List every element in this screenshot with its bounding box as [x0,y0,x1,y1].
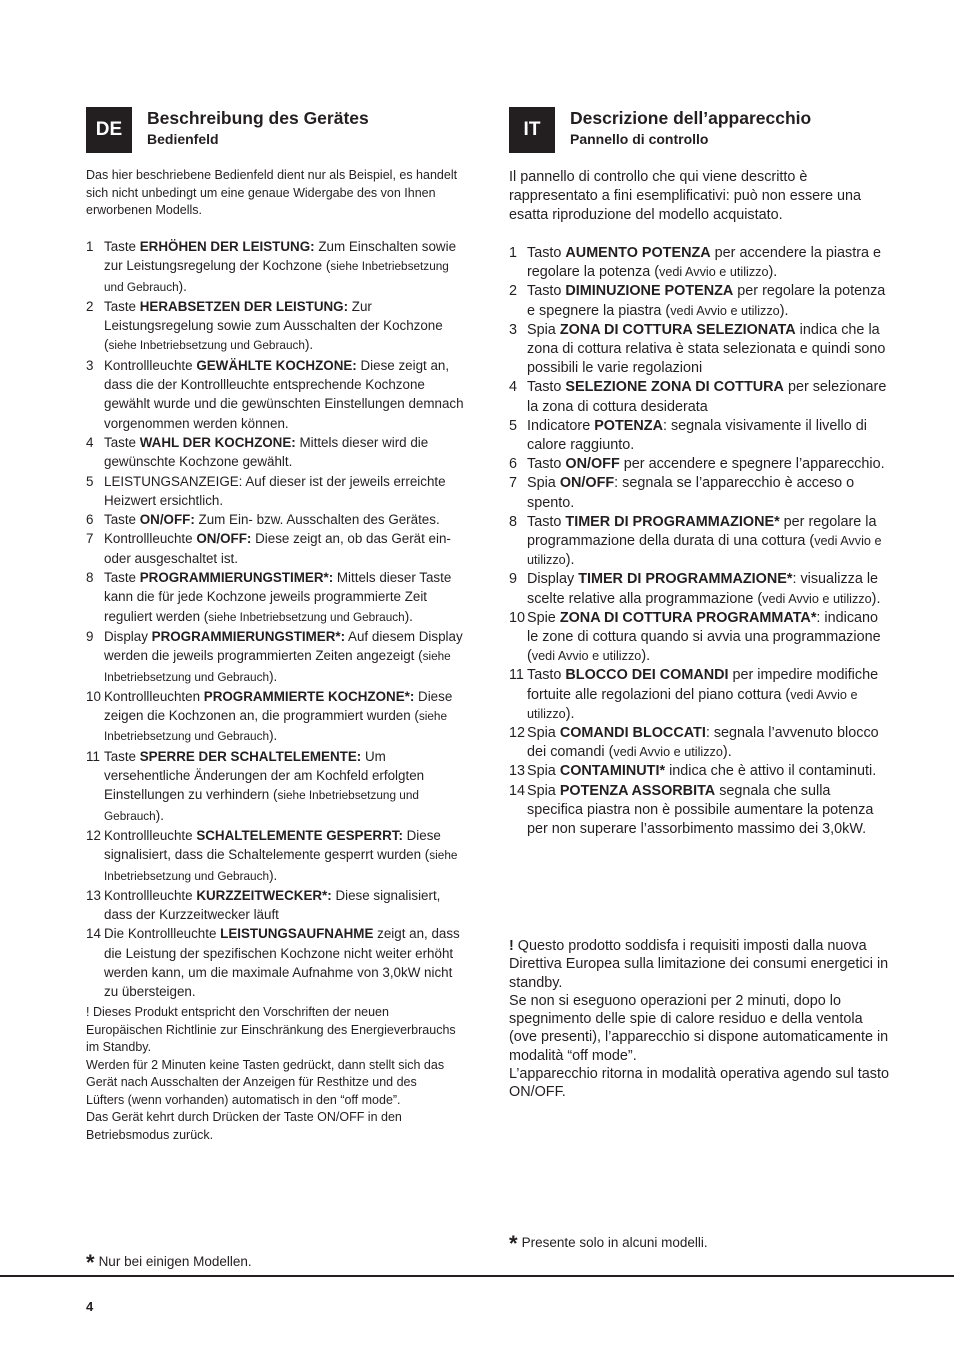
list-item [86,297,464,356]
item-suffix: ). [779,302,789,319]
item-text: Zur Leistungsregelung sowie zum Ausschalten der Kochzone ( [104,298,443,353]
item-keyword: ON/OFF [559,475,615,492]
item-prefix: Tasto [527,667,562,684]
item-text: : indicano le zone di cottura quando si avvia una programmazione ( [527,609,881,665]
item-prefix: Display [104,628,148,644]
item-number: 7 [509,475,518,492]
footnote-de [86,1246,252,1275]
standby-note-it [509,937,889,1102]
item-number: 1 [86,239,94,254]
item-suffix: ). [871,590,881,607]
item-suffix: ). [269,867,278,883]
item-number: 14 [86,926,101,942]
note-text: Werden für 2 Minuten keine Tasten gedrückt, dann stellt sich das Gerät nach Ausschalten der Anzeigen für Resthitze und des Lüfters (wenn vorhanden) automatisch in den “off mode”. [86,1057,445,1107]
item-reference: vedi Avvio e utilizzo [670,303,780,318]
item-text: segnala che sulla specifica piastra non è possibile aumentare la potenza per non superare l’assorbimento massimo dei 3,0kW. [527,782,874,838]
list-item [86,433,464,472]
item-keyword: ZONA DI COTTURA PROGRAMMATA* [559,609,817,626]
item-keyword: CONTAMINUTI* [559,763,666,780]
item-text: per impedire modifiche fortuite alle regolazioni del piano cottura ( [527,667,879,703]
item-number: 1 [509,245,518,261]
item-prefix: Taste [104,570,137,586]
list-item [509,244,889,282]
item-text: : segnala l’avvenuto blocco dei comandi ( [527,725,879,761]
list-item [86,472,464,511]
list-item [86,356,464,433]
item-prefix: Indicatore [527,417,591,434]
language-badge-it: IT [509,107,555,153]
item-number: 4 [86,434,94,450]
section-title-de: Beschreibung des Gerätes [147,108,369,128]
item-number: 8 [509,513,518,530]
list-item [509,609,889,667]
item-reference: siehe Inbetriebsetzung und Gebrauch [104,260,449,294]
item-text: indica che la zona di cottura relativa è stata selezionata e quindi sono possibili le varie regolazioni [527,321,886,377]
list-item [509,321,889,379]
item-text: per accendere e spegnere l’apparecchio. [623,456,885,473]
footnote-text-de: Nur bei einigen Modellen. [98,1254,252,1269]
item-reference: siehe Inbetriebsetzung und Gebrauch [208,610,405,624]
item-text: per regolare la programmazione della durata di una cottura ( [527,513,877,550]
item-number: 13 [509,763,526,780]
item-text: : segnala visivamente il livello di calore raggiunto. [527,417,867,454]
item-prefix: Taste [104,239,137,254]
item-text: : visualizza le scelte relative alla programmazione ( [527,571,879,607]
item-prefix: Kontrollleuchte [104,887,193,903]
item-keyword: COMANDI BLOCCATI [559,725,706,742]
section-title-it: Descrizione dell’apparecchio [570,108,812,128]
item-text: per selezionare la zona di cottura desiderata [527,379,887,415]
intro-text-de: Das hier beschriebene Bedienfeld dient nur als Beispiel, es handelt sich nicht unbedingt um eine genaue Widergabe des von Ihnen erworbenen Modells. [86,168,458,217]
item-text: zeigt an, dass die Leistung der spezifischen Kochzone nicht weiter erhöht werden kann, um die maximale Aufnahme von 3,0kW nicht zu übersteigen. [104,926,460,1000]
page-number: 4 [86,1299,94,1314]
item-text: per regolare la potenza e spegnere la piastra ( [527,283,886,319]
item-suffix: ). [768,264,778,281]
item-prefix: Kontrollleuchte [104,827,193,843]
item-text: Auf diesem Display werden die jeweils programmierten Zeiten angezeigt ( [104,628,463,664]
item-number: 12 [509,725,526,742]
list-item [86,237,464,297]
item-keyword: KURZZEITWECKER*: [196,887,332,903]
item-number: 6 [509,456,518,473]
item-number: 7 [86,531,94,547]
item-suffix: ). [641,648,651,665]
item-prefix: Spia [527,321,556,338]
item-text: Diese zeigen die Kochzonen an, die programmiert wurden ( [104,688,453,724]
item-prefix: Spia [527,763,556,780]
item-reference: vedi Avvio e utilizzo [527,687,858,721]
note-text: Se non si eseguono operazioni per 2 minuti, dopo lo spegnimento delle spie di calore residuo e della ventola (ove presenti), l’apparecchio si dispone automaticamente in modalità “off mode”. [509,992,889,1064]
list-item [86,529,464,568]
item-text: Zum Ein- bzw. Ausschalten des Gerätes. [198,512,440,528]
item-number: 14 [509,782,526,799]
item-text: Um versehentliche Änderungen der am Kochfeld erfolgten Einstellungen zu verhindern ( [104,748,425,803]
list-item [509,570,889,608]
item-prefix: Tasto [527,513,562,530]
list-item [86,924,464,1001]
list-item [509,762,889,781]
item-prefix: Tasto [527,456,562,473]
note-paragraph [509,1065,889,1102]
footnote-text-it: Presente solo in alcuni modelli. [521,1235,708,1250]
item-prefix: Spia [527,782,556,799]
list-item [86,510,464,529]
control-list-de [86,237,464,1002]
item-number: 9 [509,571,518,588]
item-number: 4 [509,379,518,396]
item-prefix: Display [527,571,575,588]
item-number: 12 [86,827,101,843]
item-reference: siehe Inbetriebsetzung und Gebrauch [104,849,458,883]
item-text: per accendere la piastra e regolare la potenza ( [527,245,882,281]
item-number: 10 [509,609,526,626]
list-item [86,747,464,826]
item-suffix: ). [722,744,732,761]
note-text: ! Dieses Produkt entspricht den Vorschriften der neuen Europäischen Richtlinie zur Einschränkung des Energieverbrauchs im Standby. [86,1005,456,1054]
control-list-it [509,244,889,839]
item-reference: vedi Avvio e utilizzo [762,591,872,606]
item-suffix: ). [155,807,164,823]
item-text: : segnala se l’apparecchio è acceso o spento. [527,475,855,511]
item-prefix: LEISTUNGSANZEIGE: Auf dieser ist der jeweils erreichte Heizwert ersichtlich. [104,473,446,508]
item-prefix: Taste [104,512,137,528]
list-item [86,826,464,886]
list-item [86,627,464,687]
item-prefix: Tasto [527,283,562,300]
item-text: indica che è attivo il contaminuti. [669,763,877,780]
item-number: 9 [86,628,94,644]
item-reference: vedi Avvio e utilizzo [613,745,723,760]
item-keyword: ON/OFF: [139,512,195,528]
standby-note-de [86,1004,458,1144]
list-item [509,455,889,474]
item-number: 3 [509,321,518,338]
item-suffix: ). [404,608,413,624]
item-prefix: Spia [527,475,556,492]
note-text: Questo prodotto soddisfa i requisiti imposti dalla nuova Direttiva Europea sulla limitazione dei consumi energetici in standby. [509,938,889,991]
item-suffix: ). [565,705,575,722]
item-keyword: TIMER DI PROGRAMMAZIONE* [565,513,780,530]
list-item [509,513,889,571]
list-item [86,568,464,627]
item-suffix: ). [269,728,278,744]
item-keyword: AUMENTO POTENZA [565,245,711,261]
item-keyword: ZONA DI COTTURA SELEZIONATA [559,321,796,338]
item-number: 11 [509,667,524,684]
item-suffix: ). [304,337,314,353]
item-number: 3 [86,357,94,373]
intro-text-it: Il pannello di controllo che qui viene descritto è rappresentato a fini esemplificativi: può non essere una esatta riproduzione del modello acquistato. [509,169,861,223]
item-text: Mittels dieser Taste kann die für jede Kochzone jeweils programmierte Zeit reguliert werden ( [104,570,452,624]
item-keyword: WAHL DER KOCHZONE: [139,434,296,450]
item-text: Diese signalisiert, dass die Schaltelemente gesperrt wurden ( [104,827,441,863]
item-suffix: ). [269,668,278,684]
note-paragraph [86,1109,458,1144]
item-keyword: TIMER DI PROGRAMMAZIONE* [578,571,793,588]
item-prefix: Kontrollleuchte [104,531,193,547]
asterisk-icon: * [509,1231,518,1256]
item-prefix: Die Kontrollleuchte [104,926,217,942]
item-keyword: ON/OFF: [196,531,252,547]
item-prefix: Taste [104,298,137,314]
footnote-it [509,1227,708,1256]
item-number: 11 [86,748,100,764]
item-number: 2 [509,283,518,300]
item-reference: siehe Inbetriebsetzung und Gebrauch [104,650,451,684]
item-keyword: BLOCCO DEI COMANDI [565,667,729,684]
item-prefix: Tasto [527,245,562,261]
item-reference: siehe Inbetriebsetzung und Gebrauch [104,789,419,823]
item-number: 5 [509,417,518,434]
item-keyword: HERABSETZEN DER LEISTUNG: [139,298,349,314]
item-reference: siehe Inbetriebsetzung und Gebrauch [104,710,448,744]
item-number: 6 [86,512,94,528]
item-keyword: ERHÖHEN DER LEISTUNG: [139,239,315,254]
item-prefix: Taste [104,748,137,764]
item-number: 10 [86,688,101,704]
note-paragraph [509,937,889,992]
asterisk-icon: * [86,1250,95,1275]
item-text: Zum Einschalten sowie zur Leistungsregelung der Kochzone ( [104,239,457,274]
item-reference: vedi Avvio e utilizzo [527,534,882,568]
item-keyword: POTENZA ASSORBITA [559,782,716,799]
item-text: Mittels dieser wird die gewünschte Kochzone gewählt. [104,434,429,470]
item-keyword: LEISTUNGSAUFNAHME [220,926,374,942]
list-item [509,666,889,724]
list-item [509,782,889,840]
item-keyword: PROGRAMMIERUNGSTIMER*: [151,628,346,644]
section-subtitle-de: Bedienfeld [147,131,219,147]
list-item [86,886,464,925]
item-keyword: SCHALTELEMENTE GESPERRT: [196,827,403,843]
item-prefix: Spia [527,725,556,742]
item-text: Diese zeigt an, ob das Gerät ein- oder ausgeschaltet ist. [104,531,451,566]
language-badge-de: DE [86,107,132,153]
list-item [86,687,464,747]
item-keyword: GEWÄHLTE KOCHZONE: [196,357,357,373]
list-item [509,724,889,762]
item-prefix: Kontrollleuchte [104,357,193,373]
item-prefix: Tasto [527,379,562,396]
item-reference: vedi Avvio e utilizzo [659,265,769,280]
warning-icon: ! [509,938,514,954]
item-prefix: Spie [527,609,556,626]
item-keyword: POTENZA [594,417,663,434]
item-suffix: ). [178,278,187,294]
item-keyword: PROGRAMMIERUNGSTIMER*: [139,570,334,586]
list-item [509,282,889,320]
list-item [509,417,889,455]
item-keyword: SELEZIONE ZONA DI COTTURA [565,379,784,396]
item-number: 13 [86,887,101,903]
note-paragraph [86,1057,458,1110]
list-item [509,474,889,512]
list-item [509,378,889,416]
section-subtitle-it: Pannello di controllo [570,131,709,147]
item-text: Diese zeigt an, dass die der Kontrollleuchte entsprechende Kochzone gewählt wurde und die gewünschten Einstellungen demnach vorgenommen werden können. [104,357,464,431]
footer-divider [0,1275,954,1277]
item-reference: vedi Avvio e utilizzo [531,649,642,664]
item-prefix: Taste [104,434,137,450]
item-prefix: Kontrollleuchten [104,688,201,704]
item-keyword: SPERRE DER SCHALTELEMENTE: [139,748,362,764]
item-keyword: DIMINUZIONE POTENZA [565,283,734,300]
note-text: Das Gerät kehrt durch Drücken der Taste ON/OFF in den Betriebsmodus zurück. [86,1110,402,1142]
item-reference: siehe Inbetriebsetzung und Gebrauch [108,339,305,353]
item-number: 5 [86,473,94,489]
note-text: L’apparecchio ritorna in modalità operativa agendo sul tasto ON/OFF. [509,1066,889,1101]
item-keyword: PROGRAMMIERTE KOCHZONE*: [203,688,415,704]
note-paragraph [509,992,889,1065]
item-number: 2 [86,298,94,314]
item-number: 8 [86,570,94,586]
note-paragraph [86,1004,458,1057]
item-keyword: ON/OFF [565,456,620,473]
item-suffix: ). [565,552,575,569]
item-text: Diese signalisiert, dass der Kurzzeitwecker läuft [104,887,441,923]
